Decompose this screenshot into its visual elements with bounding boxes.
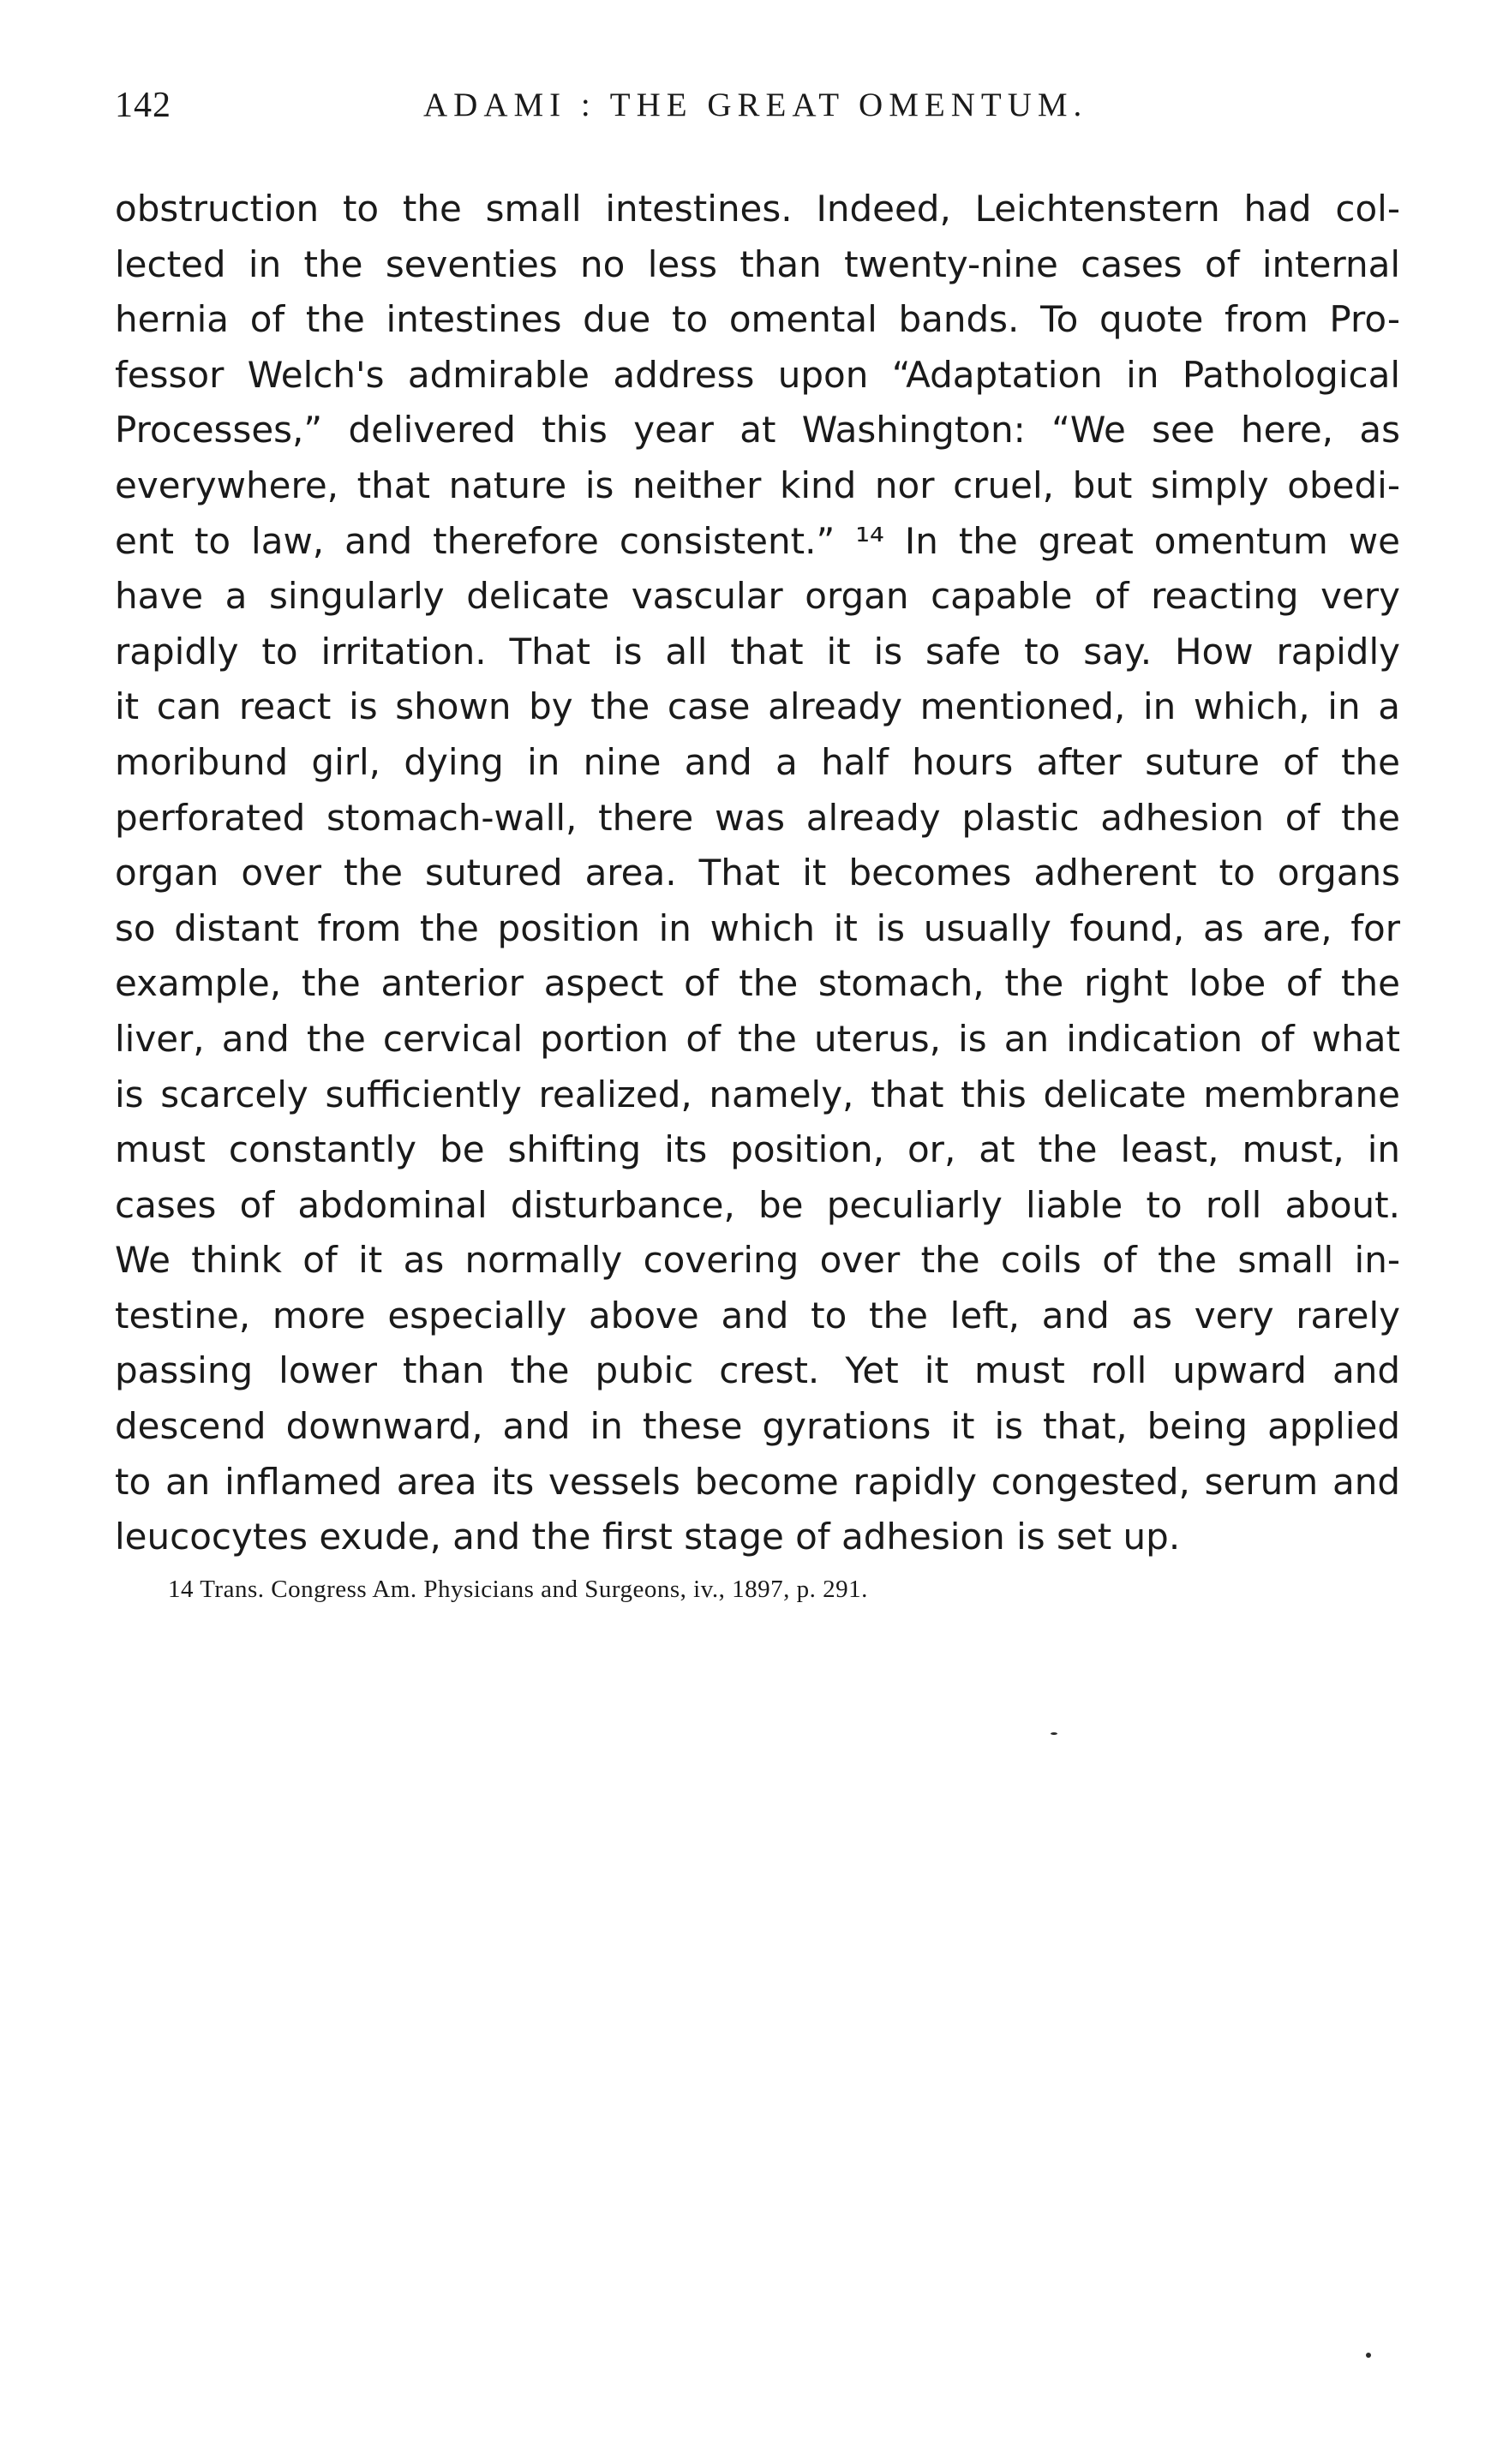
text-line: liver, and the cervical portion of the uterus, is an indication of what	[115, 1017, 1400, 1060]
text-line: so distant from the position in which it is usually found, as are, for	[115, 906, 1400, 949]
text-line: have a singularly delicate vascular organ capable of reacting very	[115, 575, 1400, 618]
text-line: rapidly to irritation. That is all that it is safe to say. How rapidly	[115, 630, 1400, 673]
text-line: fessor Welch's admirable address upon “Adaptation in Pathological	[115, 353, 1400, 396]
text-line: to an inflamed area its vessels become rapidly congested, serum and	[115, 1460, 1400, 1503]
text-line: hernia of the intestines due to omental bands. To quote from Pro-	[115, 298, 1400, 341]
text-line: Processes,” delivered this year at Washington: “We see here, as	[115, 409, 1400, 452]
print-speck	[1051, 1732, 1057, 1735]
text-line: lected in the seventies no less than twenty-nine cases of internal	[115, 242, 1400, 285]
body-paragraph	[115, 182, 1400, 1565]
text-line: perforated stomach-wall, there was already plastic adhesion of the	[115, 796, 1400, 839]
text-line: testine, more especially above and to the left, and as very rarely	[115, 1294, 1400, 1337]
text-line: example, the anterior aspect of the stomach, the right lobe of the	[115, 962, 1400, 1005]
footnote: 14 Trans. Congress Am. Physicians and Surgeons, iv., 1897, p. 291.	[168, 1576, 868, 1603]
text-line: is scarcely sufficiently realized, namely, that this delicate membrane	[115, 1073, 1400, 1115]
page-number: 142	[115, 86, 171, 125]
text-line: moribund girl, dying in nine and a half hours after suture of the	[115, 740, 1400, 783]
text-line: everywhere, that nature is neither kind nor cruel, but simply obedi-	[115, 463, 1400, 506]
text-line: obstruction to the small intestines. Indeed, Leichtenstern had col-	[115, 188, 1400, 230]
text-line: descend downward, and in these gyrations it is that, being applied	[115, 1405, 1400, 1448]
running-head	[115, 84, 1400, 127]
text-line: We think of it as normally covering over the coils of the small in-	[115, 1239, 1400, 1282]
text-line: passing lower than the pubic crest. Yet it must roll upward and	[115, 1349, 1400, 1392]
header-title: ADAMI : THE GREAT OMENTUM.	[423, 87, 1088, 123]
print-speck	[1366, 2353, 1371, 2358]
text-line: it can react is shown by the case already mentioned, in which, in a	[115, 685, 1400, 728]
text-line: must constantly be shifting its position, or, at the least, must, in	[115, 1128, 1400, 1171]
text-line: leucocytes exude, and the first stage of adhesion is set up.	[115, 1516, 1181, 1558]
text-line: organ over the sutured area. That it becomes adherent to organs	[115, 852, 1400, 894]
text-line: cases of abdominal disturbance, be peculiarly liable to roll about.	[115, 1183, 1400, 1226]
text-line: ent to law, and therefore consistent.” ¹⁴ In the great omentum we	[115, 519, 1400, 562]
